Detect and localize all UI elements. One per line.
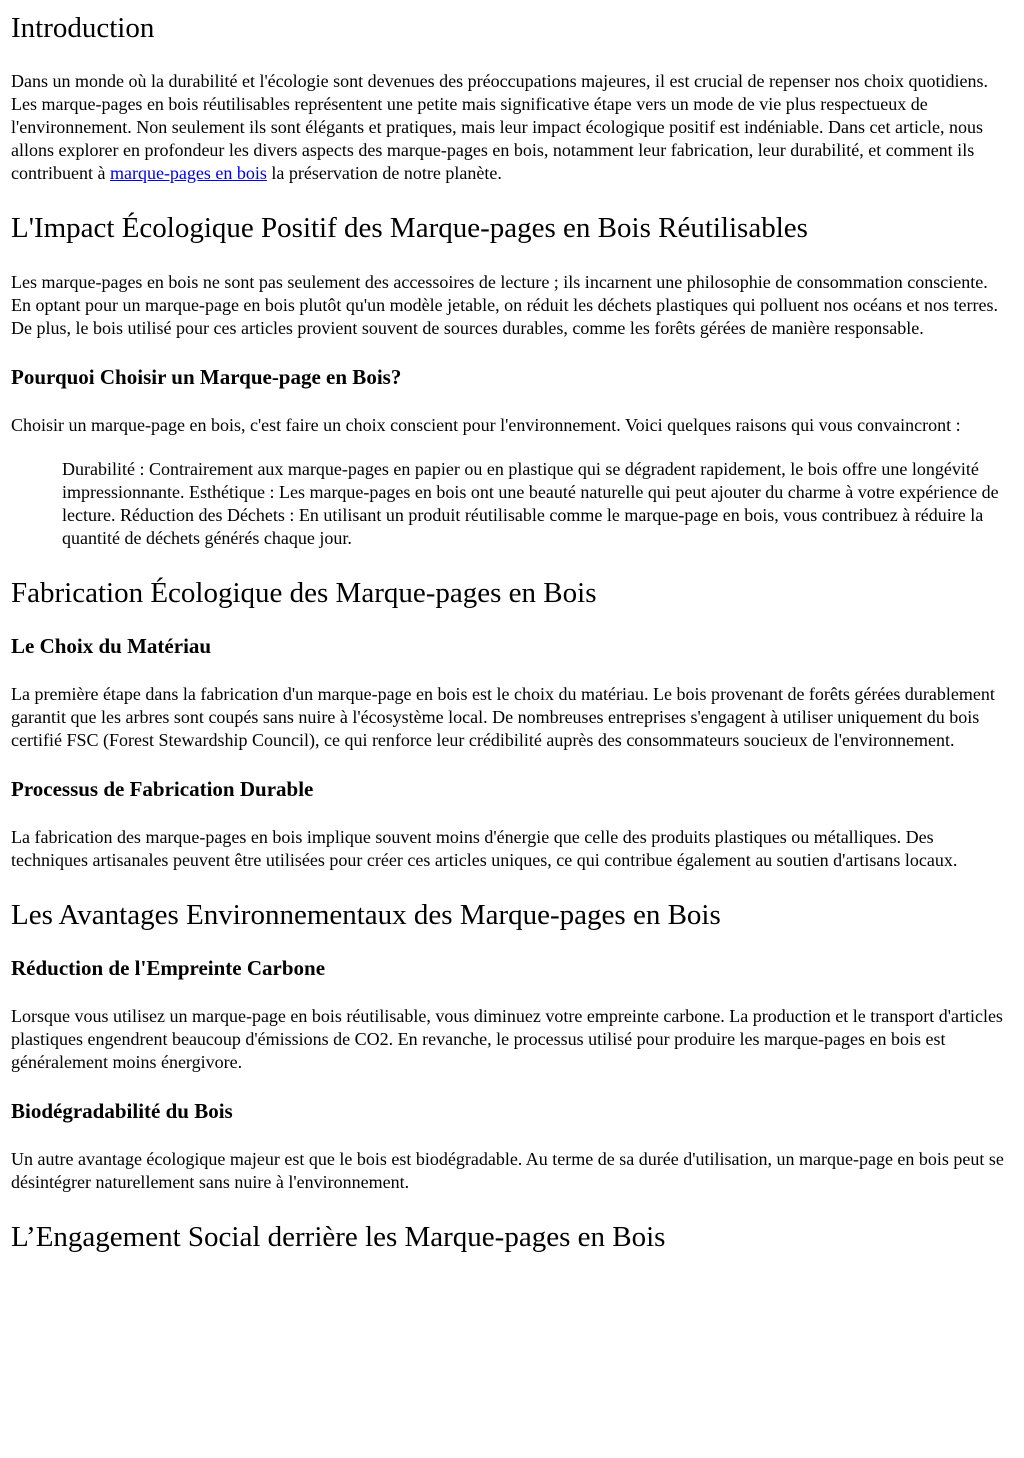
pourquoi-paragraph: Choisir un marque-page en bois, c'est faire un choix conscient pour l'environnement. Voici quelques raisons qui vous convaincront : [11, 415, 961, 435]
heading-avantages: Les Avantages Environnementaux des Marque-pages en Bois [11, 899, 721, 931]
impact-paragraph: Les marque-pages en bois ne sont pas seulement des accessoires de lecture ; ils incarnent une philosophie de consommation consciente. En optant pour un marque-page en bois plutôt qu'un modèle jetable, on réduit les déchets plastiques qui polluent nos océans et nos terres. De plus, le bois utilisé pour ces articles provient souvent de sources durables, comme les forêts gérées de manière responsable. [11, 272, 999, 338]
processus-paragraph: La fabrication des marque-pages en bois implique souvent moins d'énergie que celle des produits plastiques ou métalliques. Des techniques artisanales peuvent être utilisées pour créer ces articles uniques, ce qui contribue également au soutien d'artisans locaux. [11, 827, 958, 870]
subheading-pourquoi: Pourquoi Choisir un Marque-page en Bois? [11, 365, 402, 389]
intro-paragraph [11, 70, 1012, 185]
biodegradabilite-paragraph: Un autre avantage écologique majeur est que le bois est biodégradable. Au terme de sa durée d'utilisation, un marque-page en bois peut se désintégrer naturellement sans nuire à l'environnement. [11, 1149, 1004, 1192]
heading-impact: L'Impact Écologique Positif des Marque-pages en Bois Réutilisables [11, 212, 808, 244]
subheading-materiau: Le Choix du Matériau [11, 634, 212, 658]
article [0, 12, 1024, 1253]
empreinte-paragraph: Lorsque vous utilisez un marque-page en bois réutilisable, vous diminuez votre empreinte carbone. La production et le transport d'articles plastiques engendrent beaucoup d'émissions de CO2. En revanche, le processus utilisé pour produire les marque-pages en bois est généralement moins énergivore. [11, 1006, 1003, 1072]
subheading-processus: Processus de Fabrication Durable [11, 777, 314, 801]
materiau-paragraph: La première étape dans la fabrication d'un marque-page en bois est le choix du matériau. Le bois provenant de forêts gérées durablement garantit que les arbres sont coupés sans nuire à l'écosystème local. De nombreuses entreprises s'engagent à utiliser uniquement du bois certifié FSC (Forest Stewardship Council), ce qui renforce leur crédibilité auprès des consommateurs soucieux de l'environnement. [11, 684, 995, 750]
marque-pages-link[interactable]: marque-pages en bois [109, 163, 267, 183]
intro-text-before-link: Dans un monde où la durabilité et l'écologie sont devenues des préoccupations majeures, il est crucial de repenser nos choix quotidiens. Les marque-pages en bois réutilisables représentent une petite mais significative étape vers un mode de vie plus respectueux de l'environnement. Non seulement ils sont élégants et pratiques, mais leur impact écologique positif est indéniable. Dans cet article, nous allons explorer en profondeur les divers aspects des marque-pages en bois, notamment leur fabrication, leur durabilité, et comment ils contribuent à [11, 71, 988, 183]
heading-introduction: Introduction [11, 12, 155, 44]
intro-text-after-link: la préservation de notre planète. [266, 163, 502, 183]
reasons-quote: Durabilité : Contrairement aux marque-pages en papier ou en plastique qui se dégradent rapidement, le bois offre une longévité impressionnante. Esthétique : Les marque-pages en bois ont une beauté naturelle qui peut ajouter du charme à votre expérience de lecture. Réduction des Déchets : En utilisant un produit réutilisable comme le marque-page en bois, vous contribuez à réduire la quantité de déchets générés chaque jour. [62, 459, 999, 548]
subheading-biodegradabilite: Biodégradabilité du Bois [11, 1099, 233, 1123]
heading-engagement-social: L’Engagement Social derrière les Marque-pages en Bois [11, 1221, 666, 1253]
subheading-empreinte: Réduction de l'Empreinte Carbone [11, 956, 326, 980]
heading-fabrication: Fabrication Écologique des Marque-pages en Bois [11, 577, 597, 609]
